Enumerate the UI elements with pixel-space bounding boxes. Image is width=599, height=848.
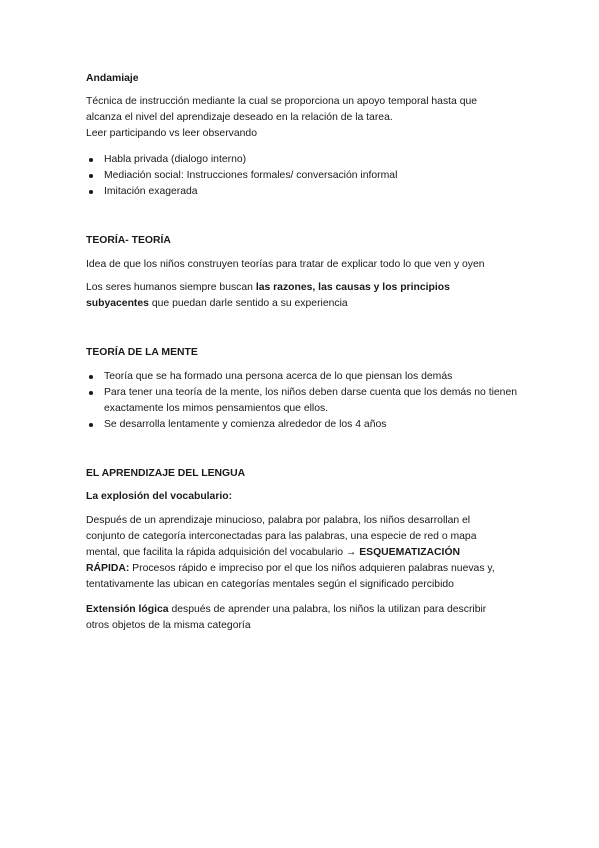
text-run: mental, que facilita la rápida adquisición del vocabulario →	[86, 547, 360, 558]
text-line: Técnica de instrucción mediante la cual se proporciona un apoyo temporal hasta que	[86, 96, 478, 107]
text-line: conjunto de categoría interconectadas para las palabras, una especie de red o mapa	[86, 531, 477, 542]
list-item: Se desarrolla lentamente y comienza alrededor de los 4 años	[86, 417, 526, 433]
heading-teoria-mente: TEORÍA DE LA MENTE	[86, 347, 198, 358]
bold-run: RÁPIDA:	[86, 563, 130, 574]
bold-run: ESQUEMATIZACIÓN	[359, 547, 461, 558]
text-line	[86, 561, 526, 577]
text-line	[86, 602, 526, 618]
list-item: Para tener una teoría de la mente, los niños deben darse cuenta que los demás no tienen exactamente los mimos pensamientos que ellos.	[86, 385, 526, 417]
heading-teoria-teoria: TEORÍA- TEORÍA	[86, 235, 171, 246]
bold-run: las razones, las causas y los principios	[255, 282, 450, 293]
bold-run: Extensión lógica	[86, 604, 169, 615]
paragraph-vocabulario	[86, 513, 526, 593]
text-line: Después de un aprendizaje minucioso, palabra por palabra, los niños desarrollan el	[86, 515, 471, 526]
text-run: Procesos rápido e impreciso por el que los niños adquieren palabras nuevas y,	[129, 563, 495, 574]
heading-andamiaje: Andamiaje	[86, 73, 139, 84]
bold-run: subyacentes	[86, 298, 149, 309]
paragraph-andamiaje	[86, 94, 526, 142]
list-item: Mediación social: Instrucciones formales/ conversación informal	[86, 168, 526, 184]
list-item: Habla privada (dialogo interno)	[86, 152, 526, 168]
text-line	[86, 280, 526, 296]
text-line: Leer participando vs leer observando	[86, 128, 257, 139]
text-run: después de aprender una palabra, los niños la utilizan para describir	[168, 604, 487, 615]
paragraph-extension-logica	[86, 602, 526, 634]
subheading-explosion-vocabulario: La explosión del vocabulario:	[86, 491, 233, 502]
text-line	[86, 296, 526, 312]
text-line: alcanza el nivel del aprendizaje deseado en la relación de la tarea.	[86, 112, 393, 123]
text-run: Los seres humanos siempre buscan	[86, 282, 256, 293]
list-item: Imitación exagerada	[86, 184, 526, 200]
text-line: otros objetos de la misma categoría	[86, 620, 251, 631]
list-andamiaje	[86, 152, 526, 200]
list-item: Teoría que se ha formado una persona acerca de lo que piensan los demás	[86, 369, 526, 385]
text-line	[86, 545, 526, 561]
list-teoria-mente	[86, 369, 526, 433]
paragraph-teoria-seres	[86, 280, 526, 312]
text-line: tentativamente las ubican en categorías mentales según el significado percibido	[86, 579, 454, 590]
heading-aprendizaje-lengua: EL APRENDIZAJE DEL LENGUA	[86, 468, 246, 479]
text-run: que puedan darle sentido a su experiencia	[148, 298, 348, 309]
paragraph-teoria-idea: Idea de que los niños construyen teorías para tratar de explicar todo lo que ven y oyen	[86, 259, 485, 270]
